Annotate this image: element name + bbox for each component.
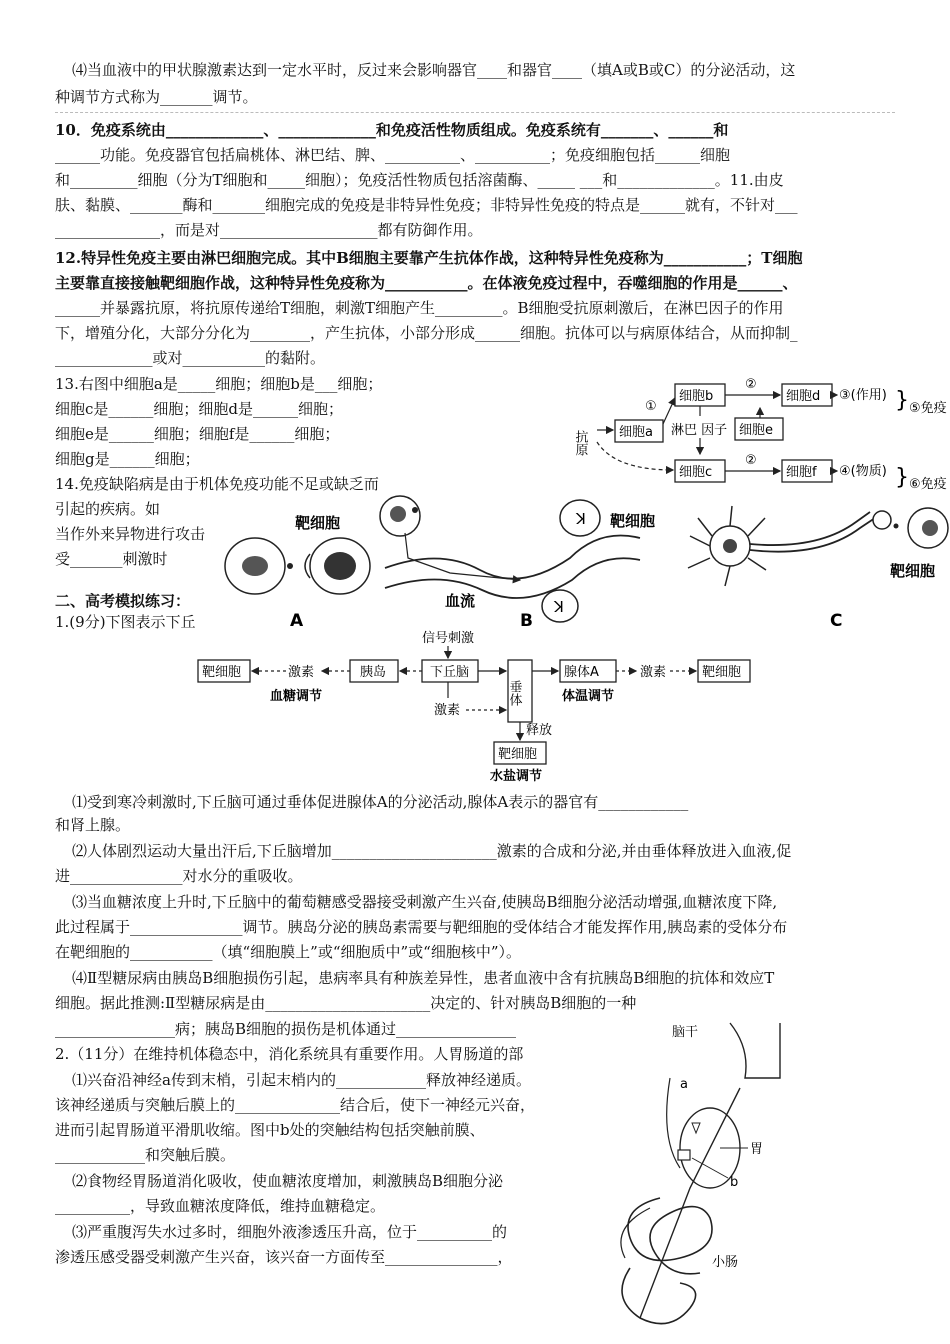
brainstem-label: 脑干 — [672, 1025, 699, 1040]
text-line: 肤、黏膜、_______酶和_______细胞完成的免疫是非特异性免疫；非特异性免疫的特点是______就有，不针对___ — [55, 196, 798, 214]
hypothalamus-label: 下丘脑 — [430, 665, 470, 680]
text-line: ⑴受到寒冷刺激时,下丘脑可通过垂体促进腺体A的分泌活动,腺体A表示的器官有____________ — [72, 793, 689, 811]
small-intestine-label: 小肠 — [712, 1255, 739, 1270]
figure-label-c: C — [830, 611, 843, 631]
target-label-a: 靶细胞 — [295, 514, 341, 532]
text-line: 引起的疾病。如 — [55, 500, 161, 518]
hormone-label-mid: 激素 — [434, 703, 461, 718]
cell-e-label: 细胞e — [739, 423, 773, 438]
water-reg-label: 水盐调节 — [490, 769, 543, 784]
hormone-label-right: 激素 — [640, 665, 667, 680]
text-line: 12.特异性免疫主要由淋巴细胞完成。其中B细胞主要靠产生抗体作战，这种特异性免疫称为___________；T细胞 — [55, 249, 803, 267]
step-2-bottom-label: ② — [745, 453, 757, 468]
text-line: ____________和突触后膜。 — [55, 1146, 236, 1164]
cell-a-label: 细胞a — [619, 425, 653, 440]
text-line: 细胞c是______细胞；细胞d是______细胞； — [55, 400, 344, 418]
islet-label: 胰岛 — [360, 665, 387, 680]
text-line: 进而引起胃肠道平滑肌收缩。图中b处的突触结构包括突触前膜、 — [55, 1121, 485, 1139]
text-line: 1.(9分)下图表示下丘 — [55, 613, 196, 631]
text-line: 细胞e是______细胞；细胞f是______细胞； — [55, 425, 340, 443]
text-line: ⑶严重腹泻失水过多时，细胞外液渗透压升高，位于__________的 — [72, 1223, 508, 1241]
text-line: 主要靠直接接触靶细胞作战，这种特异性免疫称为___________。在体液免疫过程中，吞噬细胞的作用是______、 — [55, 274, 798, 292]
cell-nucleus-b1: ꓘ — [576, 510, 586, 528]
output-4-label: ④(物质) — [839, 464, 887, 479]
section-title: 二、高考模拟练习： — [55, 592, 191, 610]
hormone-label-left: 激素 — [288, 665, 315, 680]
step-1-label: ① — [645, 399, 657, 414]
text-line: 当作外来异物进行攻击 — [55, 525, 206, 543]
text-line: ______功能。免疫器官包括扁桃体、淋巴结、脾、__________、__________；免疫细胞包括______细胞 — [55, 146, 731, 164]
cell-nucleus-b2: ꓘ — [554, 598, 564, 616]
text-line: 细胞g是______细胞； — [55, 450, 200, 468]
temp-reg-label: 体温调节 — [562, 689, 615, 704]
text-line: 种调节方式称为_______调节。 — [55, 88, 258, 106]
text-line: 和肾上腺。 — [55, 816, 131, 834]
text-line: ⑷当血液中的甲状腺激素达到一定水平时，反过来会影响器官____和器官____（填A或B或C）的分泌活动，这 — [72, 61, 796, 79]
antigen-label: 抗原 — [572, 430, 588, 456]
cell-c-label: 细胞c — [679, 465, 713, 480]
stomach-label: 胃 — [750, 1142, 764, 1157]
cell-d-label: 细胞d — [786, 389, 821, 404]
nerve-a-label: a — [680, 1077, 688, 1092]
text-line: 进_______________对水分的重吸收。 — [55, 867, 303, 885]
synapse-b-label: b — [730, 1175, 739, 1190]
lymph-factor-label: 淋巴 因子 — [671, 423, 728, 438]
pituitary-label: 垂体 — [506, 680, 522, 706]
glucose-reg-label: 血糖调节 — [270, 689, 323, 704]
text-line: 渗透压感受器受刺激产生兴奋，该兴奋一方面传至_______________， — [55, 1248, 513, 1266]
text-line: 下，增殖分化，大部分分化为________，产生抗体，小部分形成______细胞。抗体可以与病原体结合，从而抑制_ — [55, 324, 798, 342]
text-line: ________________病；胰岛B细胞的损伤是机体通过________________ — [55, 1020, 517, 1038]
text-line: ______________，而是对_____________________都有防御作用。 — [55, 221, 483, 239]
target-label-b: 靶细胞 — [610, 512, 656, 530]
section-divider — [55, 112, 895, 113]
text-line: 10．免疫系统由_____________、_____________和免疫活性物质组成。免疫系统有_______、______和 — [55, 121, 729, 139]
hypothalamus-diagram — [190, 628, 770, 788]
brace-top: } — [895, 388, 909, 413]
immune-flow-diagram — [572, 372, 950, 492]
target-label-bottom: 靶细胞 — [498, 747, 538, 762]
output-5-label: ⑤免疫 — [909, 401, 947, 416]
release-label: 释放 — [526, 723, 553, 738]
brace-bottom: } — [895, 465, 909, 490]
text-line: ⑷Ⅱ型糖尿病由胰岛B细胞损伤引起，患病率具有种族差异性，患者血液中含有抗胰岛B细胞的抗体和效应T — [72, 969, 775, 987]
text-line: 和_________细胞（分为T细胞和_____细胞）；免疫活性物质包括溶菌酶、_____ ___和_____________。11.由皮 — [55, 171, 784, 189]
secretion-figure — [220, 488, 950, 634]
figure-label-b: B — [520, 611, 533, 631]
text-line: ⑴兴奋沿神经a传到末梢，引起末梢内的____________释放神经递质。 — [72, 1071, 531, 1089]
text-line: ⑶当血糖浓度上升时,下丘脑中的葡萄糖感受器接受刺激产生兴奋,使胰岛B细胞分泌活动增强,血糖浓度下降, — [72, 893, 778, 911]
target-label-right: 靶细胞 — [702, 665, 742, 680]
step-2-top-label: ② — [745, 377, 757, 392]
text-line: ______并暴露抗原，将抗原传递给T细胞，刺激T细胞产生_________。B细胞受抗原刺激后，在淋巴因子的作用 — [55, 299, 784, 317]
text-line: 细胞。据此推测:Ⅱ型糖尿病是由______________________决定的、针对胰岛B细胞的一种 — [55, 994, 637, 1012]
cell-f-label: 细胞f — [786, 465, 817, 480]
text-line: 该神经递质与突触后膜上的______________结合后，使下一神经元兴奋， — [55, 1096, 536, 1114]
text-line: 2.（11分）在维持机体稳态中，消化系统具有重要作用。人胃肠道的部 — [55, 1045, 524, 1063]
target-label-left: 靶细胞 — [202, 665, 242, 680]
target-label-c: 靶细胞 — [890, 562, 936, 580]
text-line: 在靶细胞的___________（填“细胞膜上”或“细胞质中”或“细胞核中”）。 — [55, 943, 522, 961]
text-line: _____________或对___________的黏附。 — [55, 349, 326, 367]
text-line: ⑵人体剧烈运动大量出汗后,下丘脑增加______________________激素的合成和分泌,并由垂体释放进入血液,促 — [72, 842, 792, 860]
cell-b-label: 细胞b — [679, 389, 714, 404]
figure-label-a: A — [290, 611, 304, 631]
gland-a-label: 腺体A — [564, 665, 599, 680]
text-line: __________，导致血糖浓度降低，维持血糖稳定。 — [55, 1197, 386, 1215]
text-line: 14.免疫缺陷病是由于机体免疫功能不足或缺乏而 — [55, 475, 379, 493]
text-line: 13.右图中细胞a是_____细胞；细胞b是___细胞； — [55, 375, 383, 393]
blood-flow-label: 血流 — [445, 592, 476, 610]
gut-nerve-diagram — [600, 1018, 800, 1340]
text-line: ⑵食物经胃肠道消化吸收，使血糖浓度增加，刺激胰岛B细胞分泌 — [72, 1172, 504, 1190]
output-6-label: ⑥免疫 — [909, 477, 947, 492]
signal-label: 信号刺激 — [422, 631, 475, 646]
output-3-label: ③(作用) — [839, 388, 887, 403]
text-line: 受_______刺激时 — [55, 550, 168, 568]
text-line: 此过程属于_______________调节。胰岛分泌的胰岛素需要与靶细胞的受体结合才能发挥作用,胰岛素的受体分布 — [55, 918, 788, 936]
